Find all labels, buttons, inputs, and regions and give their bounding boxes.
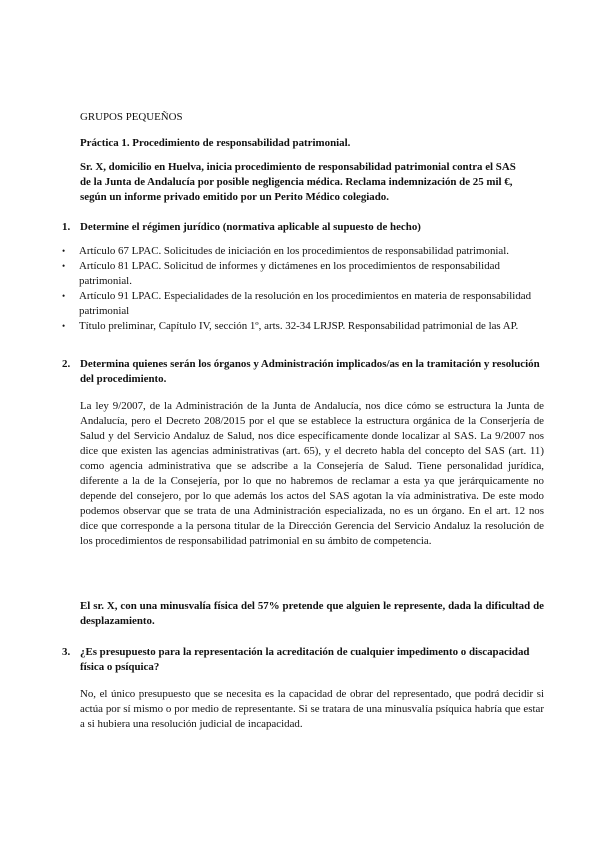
list-item xyxy=(62,319,552,334)
regulation-list xyxy=(62,244,552,334)
case-line: Sr. X, domicilio en Huelva, inicia procedimiento de responsabilidad patrimonial contra el SAS xyxy=(80,161,516,173)
answer-2-paragraph: La ley 9/2007, de la Administración de la Junta de Andalucía, nos dice cómo se estructura la Junta de Andalucía, pero el Decreto 208/2015 por el que se establece la estructura orgánica de la Conserjería de Salud y del Servicio Andaluz de Salud, nos dice específicamente donde localizar al SAS. La 9/2007 nos dice que existen las agencias administrativas (art. 65), y el decreto habla del concepto del SAS (art. 11) como agencia administrativa que se adscribe a la Consejería de Salud. Tiene personalidad jurídica, diferente a la de la Consejería, por lo que no habremos de reclamar a esta ya que jerárquicamente no depende del consejero, por lo que además los actos del SAS agotan la vía administrativa. De este modo podemos observar que se trata de una Administración especializada, no es un órgano. En el art. 12 nos dice que corresponde a la persona titular de la Dirección Gerencia del Servicio Andaluz la resolución de los procedimientos de responsabilidad patrimonial en su ámbito de competencia. xyxy=(80,400,544,547)
question-3 xyxy=(62,645,552,675)
list-item-text: Artículo 81 LPAC. Solicitud de informes y dictámenes en los procedimientos de responsabilidad patrimonial. xyxy=(79,260,500,287)
list-item-text: Artículo 91 LPAC. Especialidades de la resolución en los procedimientos en materia de responsabilidad patrimonial xyxy=(79,290,532,317)
case-note: El sr. X, con una minusvalía física del 57% pretende que alguien le represente, dada la dificultad de desplazamiento. xyxy=(80,600,544,627)
bullet-icon: • xyxy=(62,291,66,301)
group-title: GRUPOS PEQUEÑOS xyxy=(80,111,183,123)
question-text: Determine el régimen jurídico (normativa aplicable al supuesto de hecho) xyxy=(80,221,421,233)
list-item xyxy=(62,244,552,259)
answer-3-paragraph: No, el único presupuesto que se necesita es la capacidad de obrar del representado, que podrá decidir si actúa por sí mismo o por medio de representante. Si se tratara de una minusvalía psíquica habría que estar a si hubiera una resolución judicial de incapacidad. xyxy=(80,688,544,730)
question-number: 2. xyxy=(62,358,71,370)
list-item-text: Artículo 67 LPAC. Solicitudes de iniciación en los procedimientos de responsabilidad patrimonial. xyxy=(79,245,510,257)
question-text: Determina quienes serán los órganos y Administración implicados/as en la tramitación y resolución del procedimiento. xyxy=(80,358,540,385)
question-number: 1. xyxy=(62,221,71,233)
question-number: 3. xyxy=(62,646,71,658)
question-2 xyxy=(62,357,552,387)
question-1 xyxy=(62,220,552,235)
list-item xyxy=(62,289,552,319)
list-item xyxy=(62,259,552,289)
case-line: de la Junta de Andalucía por posible negligencia médica. Reclama indemnización de 25 mil €, xyxy=(80,176,513,188)
bullet-icon: • xyxy=(62,261,66,271)
practice-title: Práctica 1. Procedimiento de responsabilidad patrimonial. xyxy=(80,137,351,149)
list-item-text: Título preliminar, Capítulo IV, sección 1º, arts. 32-34 LRJSP. Responsabilidad patrimonial de las AP. xyxy=(79,320,519,332)
case-statement xyxy=(80,160,544,205)
question-text: ¿Es presupuesto para la representación la acreditación de cualquier impedimento o discapacidad física o psíquica? xyxy=(80,646,530,673)
case-line: según un informe privado emitido por un Perito Médico colegiado. xyxy=(80,191,389,203)
bullet-icon: • xyxy=(62,246,66,256)
bullet-icon: • xyxy=(62,321,66,331)
